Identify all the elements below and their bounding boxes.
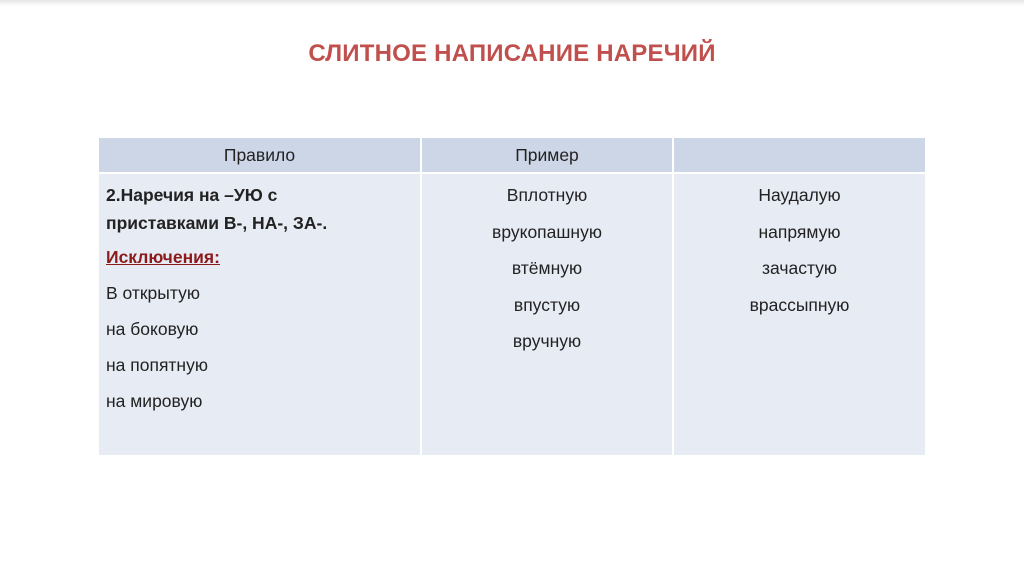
rule-cell: [99, 173, 421, 455]
header-empty: [673, 138, 925, 173]
exception-item: на боковую: [106, 319, 199, 339]
example-item: Вплотную: [506, 185, 588, 205]
slide-title: СЛИТНОЕ НАПИСАНИЕ НАРЕЧИЙ: [308, 40, 716, 67]
example-item: врукопашную: [492, 221, 602, 242]
example-item: напрямую: [758, 221, 841, 242]
rule-heading-line1: 2.Наречия на –УЮ с: [106, 185, 278, 205]
slide-top-edge: [0, 0, 1024, 6]
example-item: зачастую: [761, 258, 838, 278]
exception-item: на мировую: [106, 391, 203, 411]
examples-cell-1: [421, 173, 673, 455]
rule-heading-line2: приставками В-, НА-, ЗА-.: [106, 213, 328, 233]
example-item: втёмную: [511, 258, 583, 278]
rules-table: [99, 138, 925, 455]
table-header-row: [99, 138, 925, 173]
exceptions-label: Исключения:: [106, 247, 220, 267]
example-item: врассыпную: [749, 294, 850, 315]
exception-item: на попятную: [106, 355, 208, 375]
example-item: вручную: [512, 331, 582, 351]
table-row: [99, 173, 925, 455]
header-example: Пример: [421, 138, 673, 173]
header-rule: Правило: [99, 138, 421, 173]
example-item: впустую: [513, 294, 581, 315]
example-item: Наудалую: [758, 185, 841, 205]
examples-cell-2: [673, 173, 925, 455]
exception-item: В открытую: [106, 283, 200, 303]
